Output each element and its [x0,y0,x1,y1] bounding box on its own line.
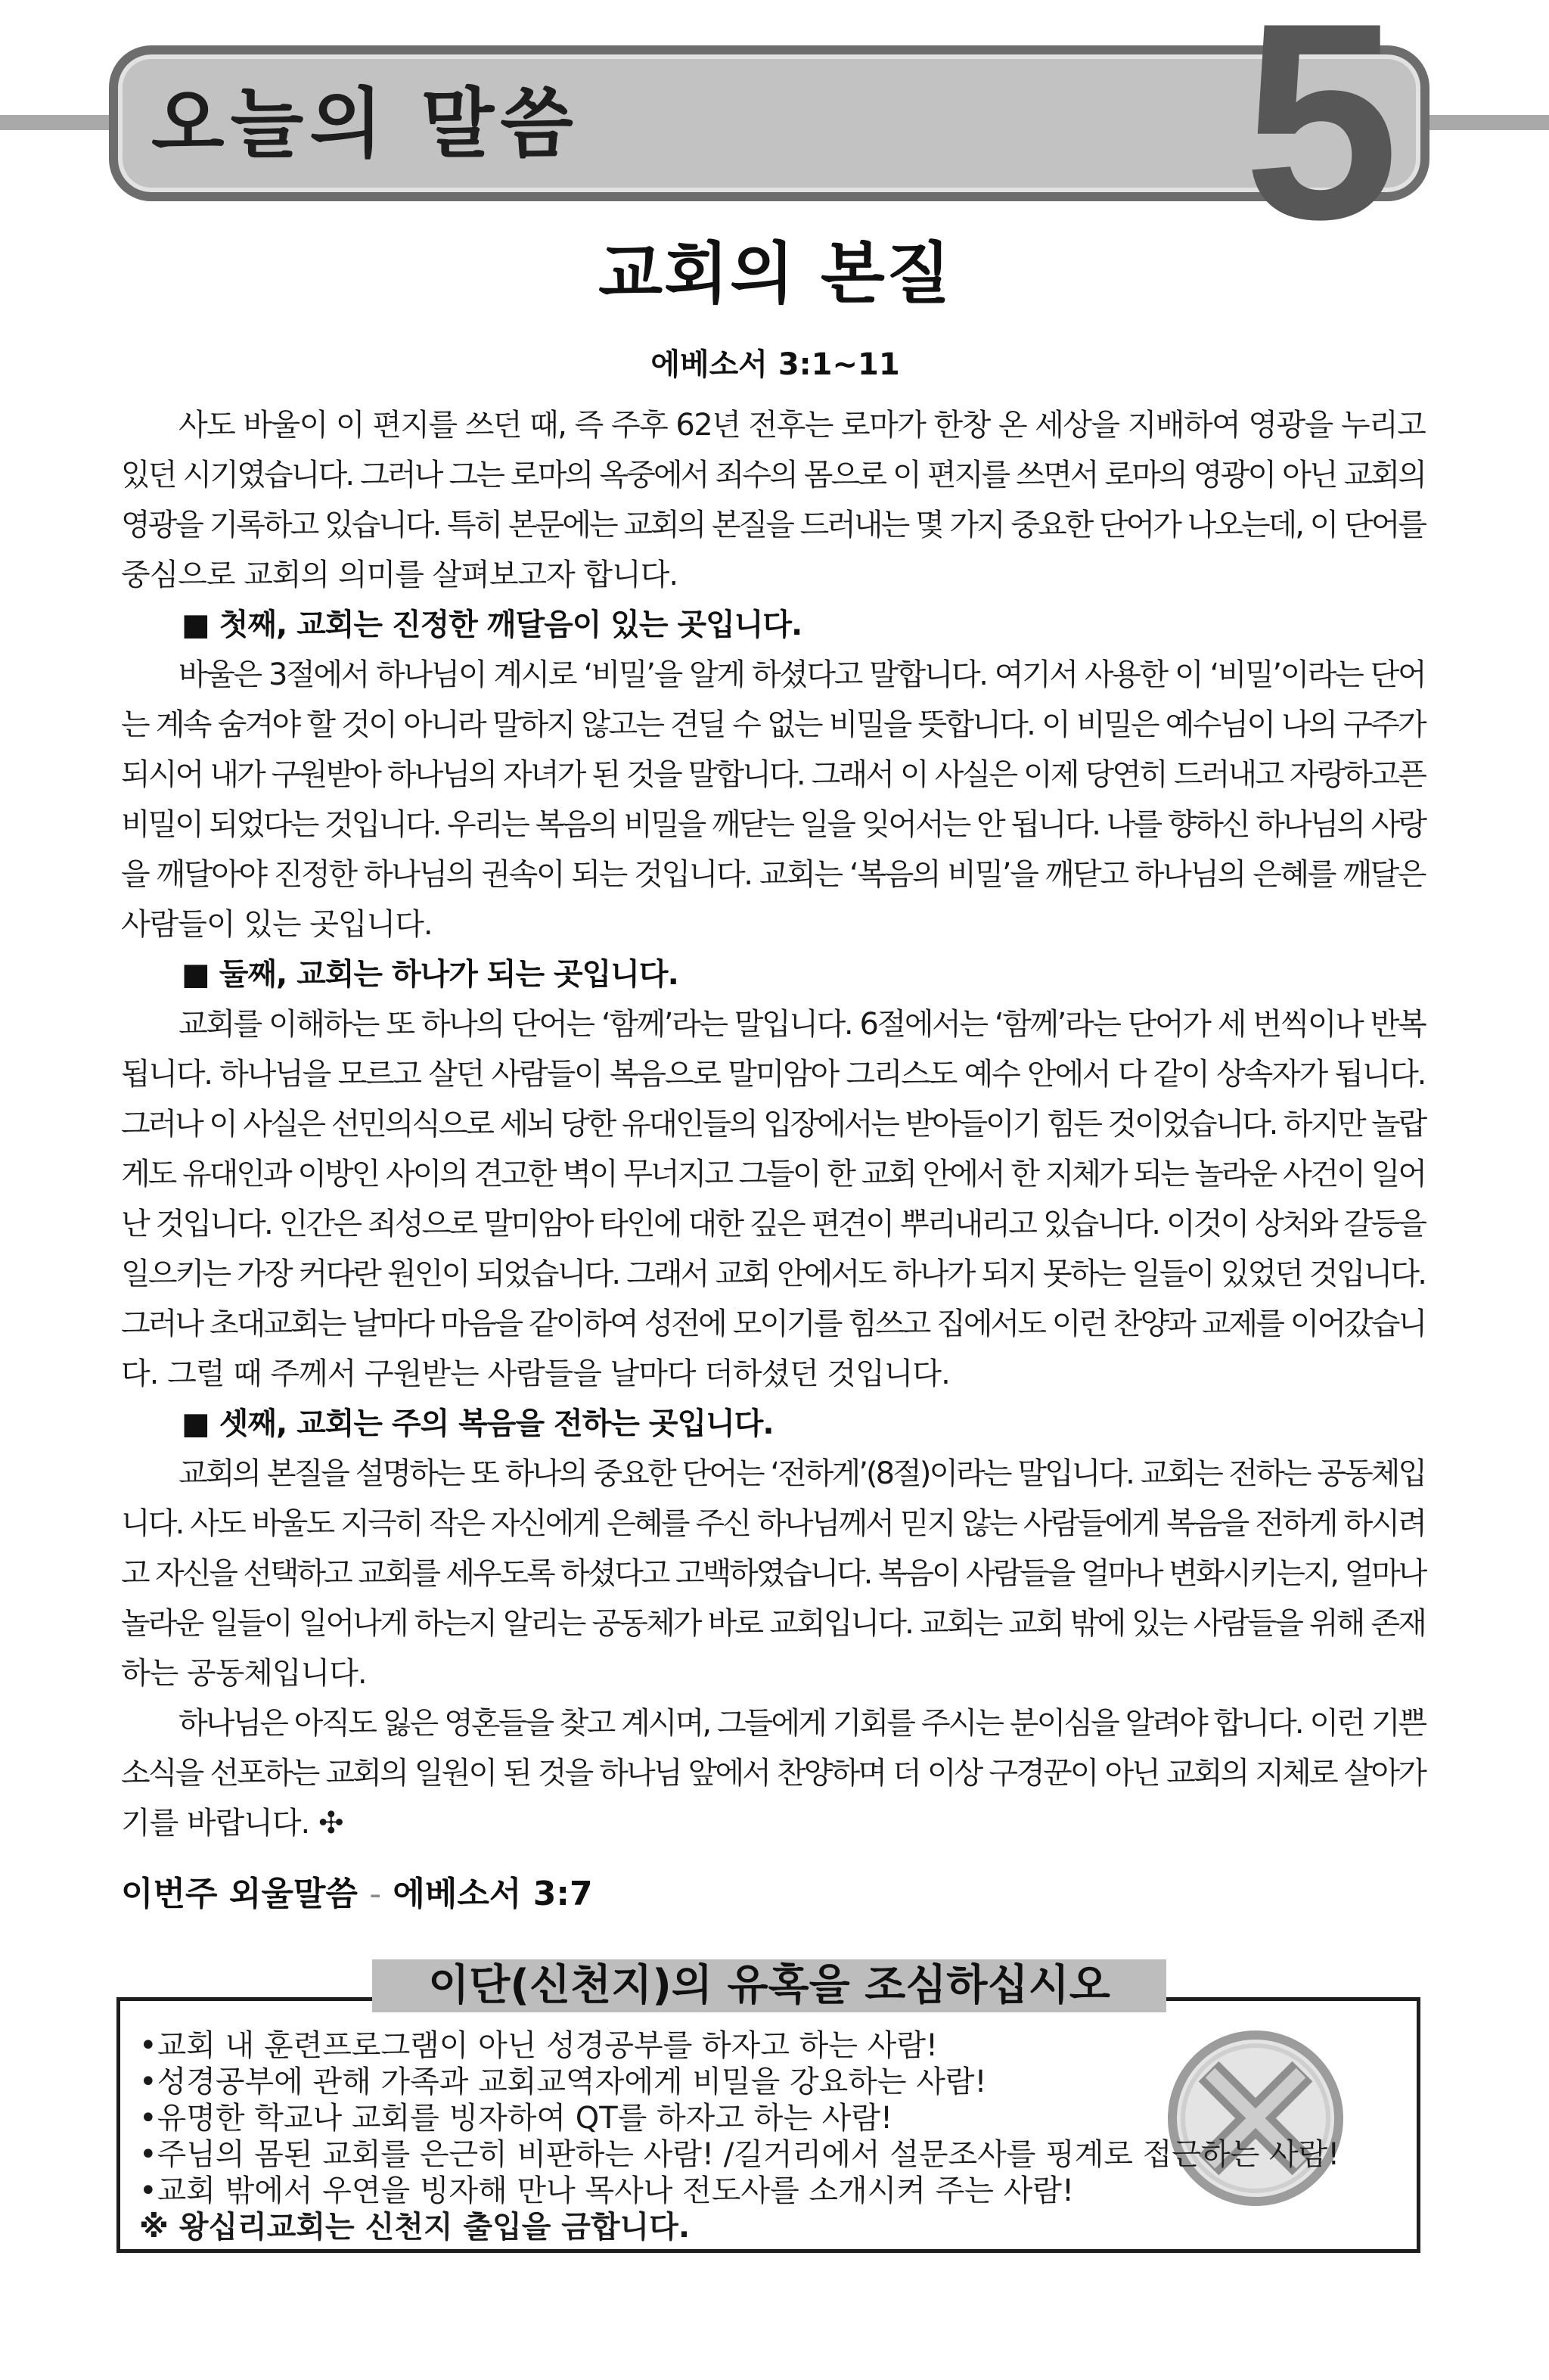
body-line: 난 것입니다. 인간은 죄성으로 말미암아 타인에 대한 깊은 편견이 뿌리내리고 있습니다. 이것이 상처와 갈등을 [121,1207,1426,1241]
body-line: 바울은 3절에서 하나님이 계시로 ‘비밀’을 알게 하셨다고 말합니다. 여기서 사용한 이 ‘비밀’이라는 단어 [178,657,1426,692]
body-line: 그러나 이 사실은 선민의식으로 세뇌 당한 유대인들의 입장에서는 받아들이기 힘든 것이었습니다. 하지만 놀랍 [121,1107,1426,1142]
sermon-body [121,400,1429,1848]
section-number: 5 [1243,0,1399,278]
body-line: 놀라운 일들이 일어나게 하는지 알리는 공동체가 바로 교회입니다. 교회는 교회 밖에 있는 사람들을 위해 존재 [121,1606,1426,1641]
warning-list [139,2027,1395,2245]
body-line: 하는 공동체입니다. [121,1656,367,1691]
scripture-reference: 에베소서 3:1~11 [650,347,900,382]
point-heading: ■ 둘째, 교회는 하나가 되는 곳입니다. [182,957,678,992]
memory-verse [121,1872,1429,1917]
memory-verse-reference: 에베소서 3:7 [393,1875,593,1913]
body-line: 게도 유대인과 이방인 사이의 견고한 벽이 무너지고 그들이 한 교회 안에서 한 지체가 되는 놀라운 사건이 일어 [121,1157,1425,1192]
body-line: 됩니다. 하나님을 모르고 살던 사람들이 복음으로 말미암아 그리스도 예수 안에서 다 같이 상속자가 됩니다. [121,1057,1426,1092]
body-line: 니다. 사도 바울도 지극히 작은 자신에게 은혜를 주신 하나님께서 믿지 않는 사람들에게 복음을 전하게 하시려 [121,1506,1426,1541]
body-line: 사도 바울이 이 편지를 쓰던 때, 즉 주후 62년 전후는 로마가 한창 온 세상을 지배하여 영광을 누리고 [178,408,1426,443]
warning-item: •주님의 몸된 교회를 은근히 비판하는 사람! /길거리에서 설문조사를 핑계로 접근하는 사람! [139,2137,1340,2172]
body-line-final [121,1798,1429,1848]
warning-item: •교회 밖에서 우연을 빙자해 만나 목사나 전도사를 소개시켜 주는 사람! [139,2173,1074,2208]
warning-notice: ※ 왕십리교회는 신천지 출입을 금합니다. [139,2210,691,2245]
body-line: 소식을 선포하는 교회의 일원이 된 것을 하나님 앞에서 찬양하며 더 이상 구경꾼이 아닌 교회의 지체로 살아가 [121,1756,1426,1791]
body-line: 그러나 초대교회는 날마다 마음을 같이하여 성전에 모이기를 힘쓰고 집에서도 이런 찬양과 교제를 이어갔습니 [121,1307,1426,1341]
warning-item: •성경공부에 관해 가족과 교회교역자에게 비밀을 강요하는 사람! [139,2065,987,2099]
body-line: 비밀이 되었다는 것입니다. 우리는 복음의 비밀을 깨닫는 일을 잊어서는 안 됩니다. 나를 향하신 하나님의 사랑 [121,807,1425,842]
point-heading: ■ 첫째, 교회는 진정한 깨달음이 있는 곳입니다. [182,607,802,642]
body-line: 중심으로 교회의 의미를 살펴보고자 합니다. [121,558,678,592]
body-line-text: 기를 바랍니다. [121,1806,310,1841]
section-label: 오늘의 말씀 [151,79,579,168]
memory-verse-label: 이번주 외울말씀 [121,1875,358,1913]
body-line: 다. 그럴 때 주께서 구원받는 사람들을 날마다 더하셨던 것입니다. [121,1356,950,1391]
point-heading: ■ 셋째, 교회는 주의 복음을 전하는 곳입니다. [182,1406,774,1441]
body-line: 하나님은 아직도 잃은 영혼들을 찾고 계시며, 그들에게 기회를 주시는 분이심을 알려야 합니다. 이런 기쁜 [178,1706,1426,1741]
warning-box-title: 이단(신천지)의 유혹을 조심하십시오 [372,1959,1166,2012]
body-line: 영광을 기록하고 있습니다. 특히 본문에는 교회의 본질을 드러내는 몇 가지 중요한 단어가 나오는데, 이 단어를 [121,508,1425,542]
warning-item: •교회 내 훈련프로그램이 아닌 성경공부를 하자고 하는 사람! [139,2028,938,2063]
body-line: 는 계속 숨겨야 할 것이 아니라 말하지 않고는 견딜 수 없는 비밀을 뜻합니다. 이 비밀은 예수님이 나의 구주가 [121,707,1425,742]
end-mark-icon: ✣ [318,1806,343,1841]
body-line: 교회를 이해하는 또 하나의 단어는 ‘함께’라는 말입니다. 6절에서는 ‘함께’라는 단어가 세 번씩이나 반복 [178,1007,1426,1042]
body-line: 사람들이 있는 곳입니다. [121,907,433,942]
body-line: 을 깨달아야 진정한 하나님의 권속이 되는 것입니다. 교회는 ‘복음의 비밀’을 깨닫고 하나님의 은혜를 깨달은 [121,857,1426,892]
body-line: 있던 시기였습니다. 그러나 그는 로마의 옥중에서 죄수의 몸으로 이 편지를 쓰면서 로마의 영광이 아닌 교회의 [121,458,1426,492]
sermon-title: 교회의 본질 [598,235,952,312]
body-line: 교회의 본질을 설명하는 또 하나의 중요한 단어는 ‘전하게’(8절)이라는 말입니다. 교회는 전하는 공동체입 [178,1456,1426,1491]
body-line: 되시어 내가 구원받아 하나님의 자녀가 된 것을 말합니다. 그래서 이 사실은 이제 당연히 드러내고 자랑하고픈 [121,757,1426,792]
body-line: 고 자신을 선택하고 교회를 세우도록 하셨다고 고백하였습니다. 복음이 사람들을 얼마나 변화시키는지, 얼마나 [121,1556,1426,1591]
body-line: 일으키는 가장 커다란 원인이 되었습니다. 그래서 교회 안에서도 하나가 되지 못하는 일들이 있었던 것입니다. [121,1257,1426,1291]
memory-verse-separator: - [369,1875,382,1913]
warning-item: •유명한 학교나 교회를 빙자하여 QT를 하자고 하는 사람! [139,2101,892,2136]
